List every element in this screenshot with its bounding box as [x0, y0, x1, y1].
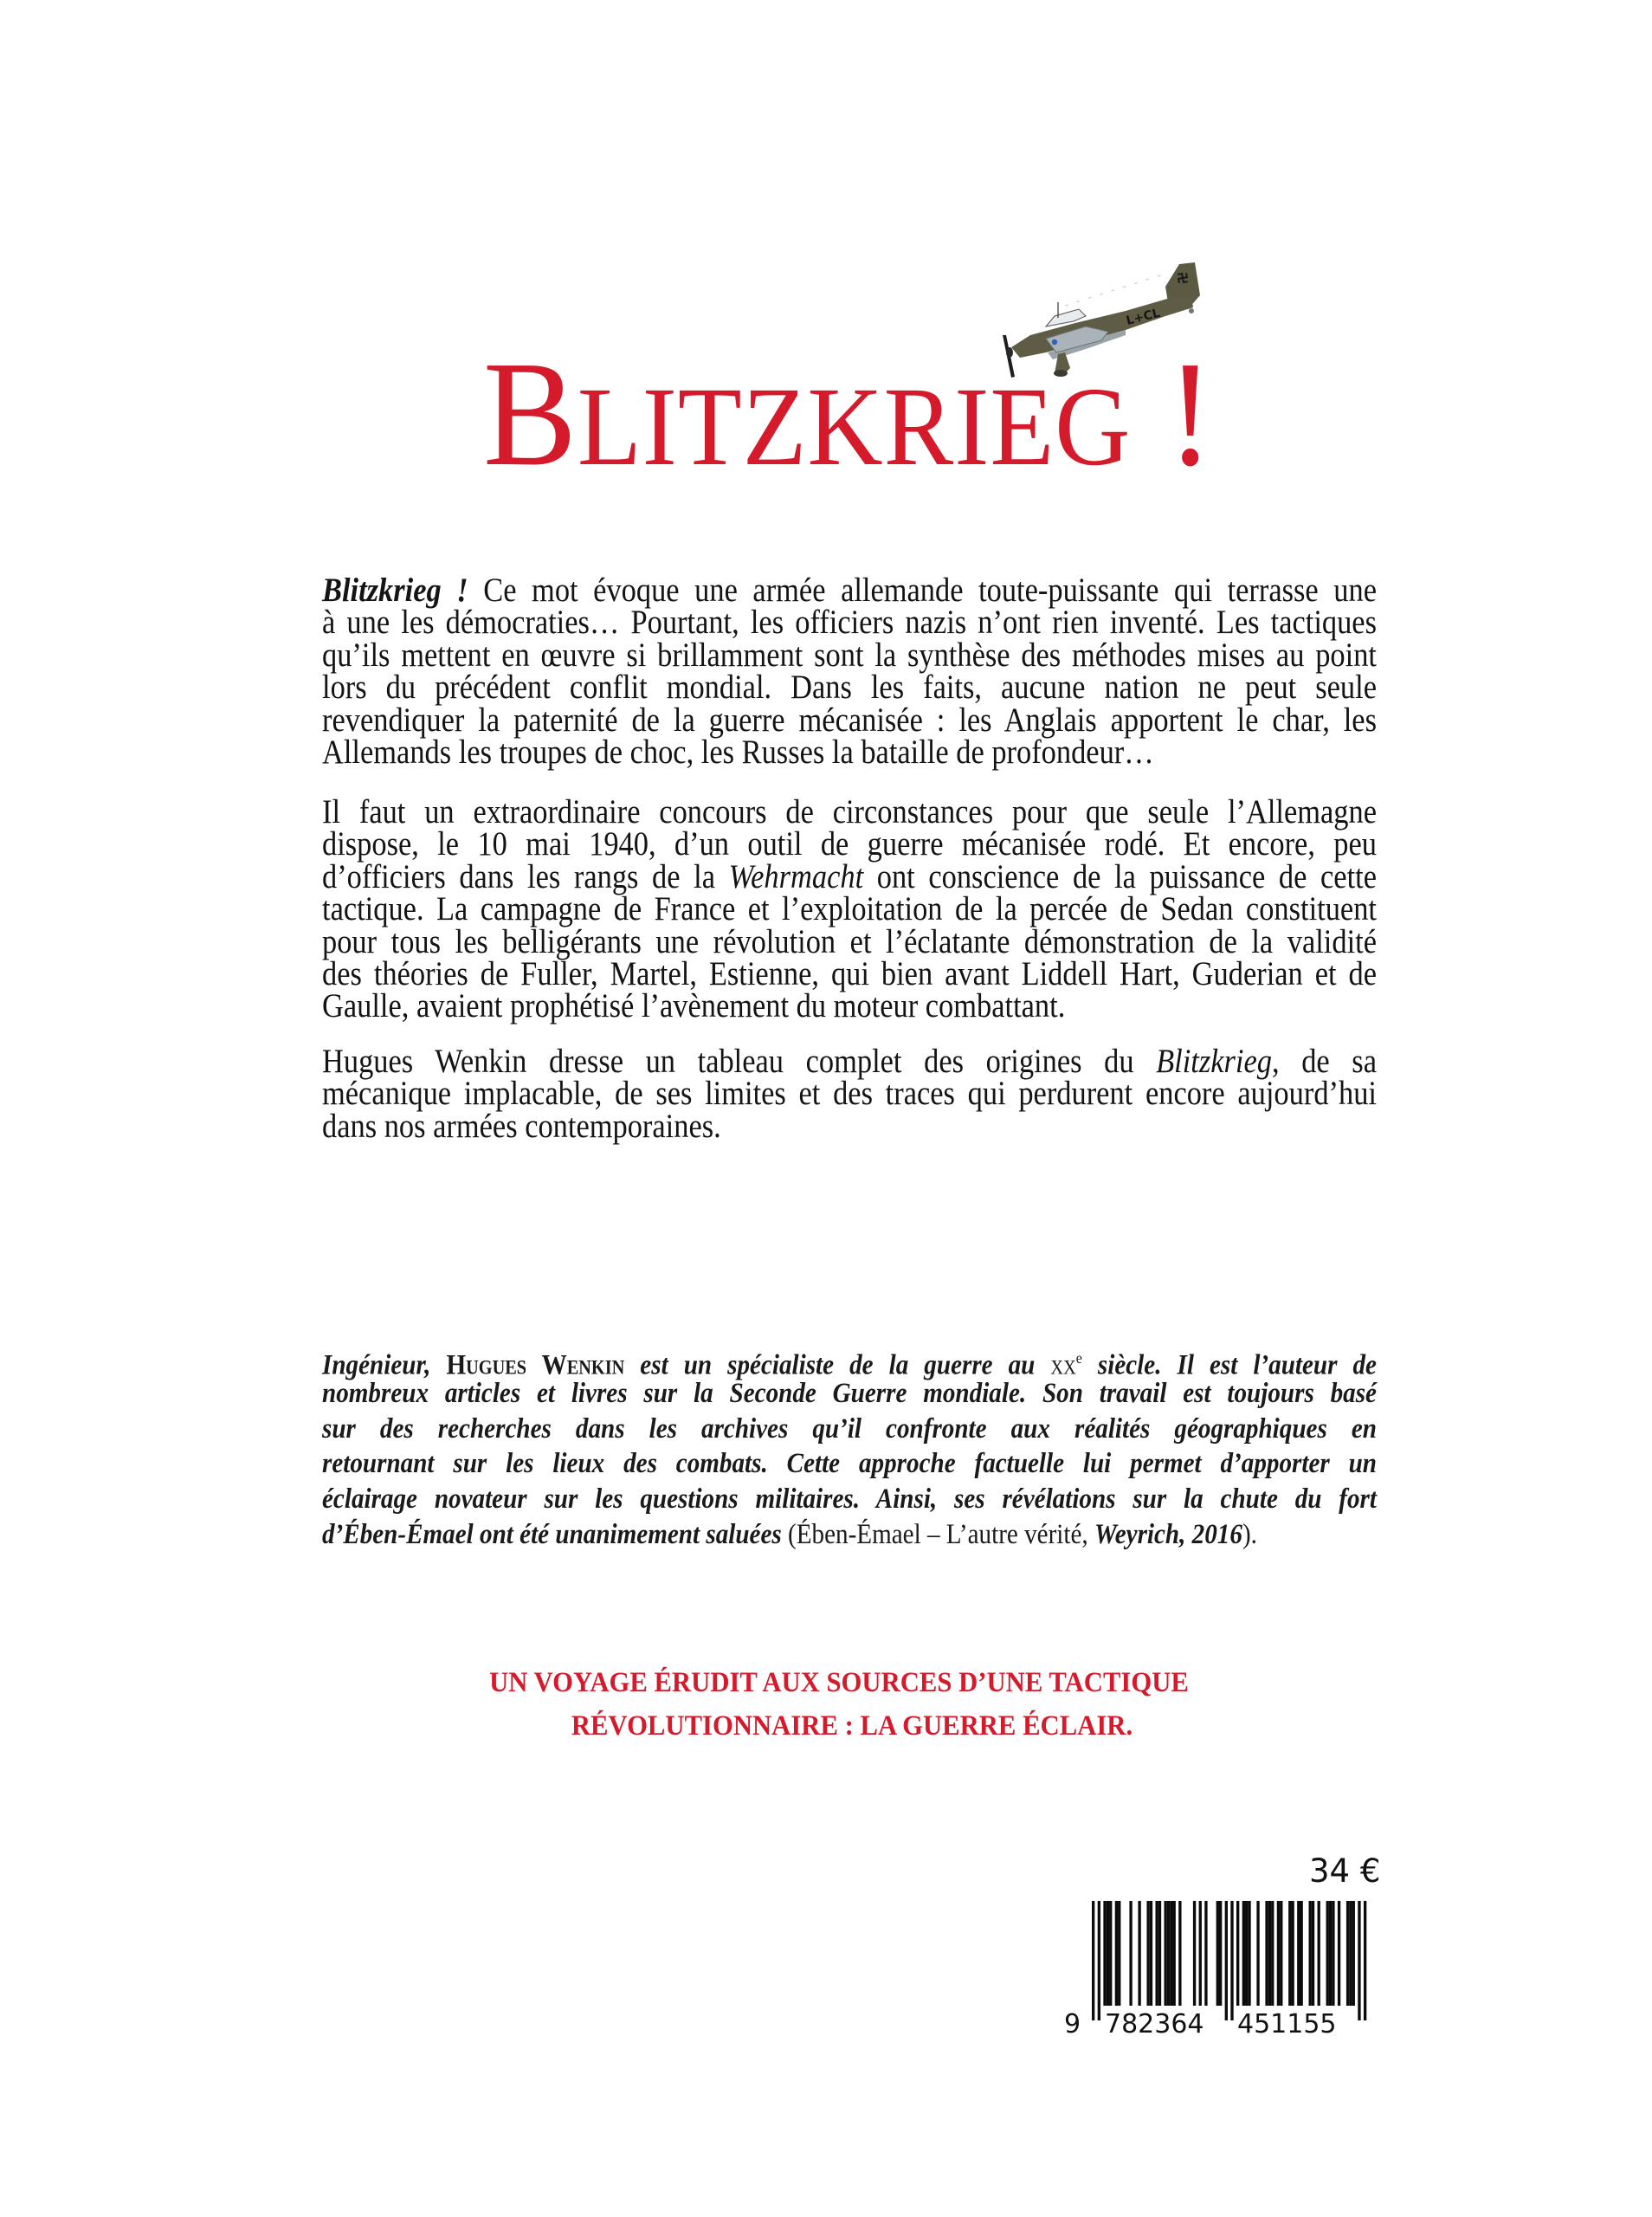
barcode-bar — [1204, 1901, 1207, 2006]
barcode-bar — [1242, 1901, 1245, 2006]
text-line — [322, 1107, 1377, 1145]
barcode-guard-bar — [1098, 1901, 1100, 2020]
text-segment: Ce mot évoque une armée allemande toute-puissante qui terrasse une — [468, 572, 1377, 609]
tagline-line-1: UN VOYAGE ÉRUDIT AUX SOURCES D’UNE TACTIQUE — [489, 1667, 1189, 1698]
text-line — [322, 1376, 1377, 1412]
text-segment: Wehrmacht — [728, 857, 864, 895]
text-segment: nombreux articles et livres sur la Seconde Guerre mondiale. Son travail est toujours basé — [322, 1377, 1377, 1409]
text-segment: Hugues Wenkin — [446, 1349, 625, 1381]
text-segment: Weyrich, 2016 — [1094, 1518, 1242, 1550]
barcode-bar — [1165, 1901, 1167, 2006]
text-segment: qu’ils mettent en œuvre si brillamment sont la synthèse des méthodes mises au point — [322, 636, 1377, 674]
barcode-bar — [1280, 1901, 1282, 2006]
tagline — [0, 1661, 1652, 1748]
text-segment: sur des recherches dans les archives qu’il confronte aux réalités géographiques en — [322, 1412, 1377, 1445]
barcode-bar — [1178, 1901, 1181, 2006]
barcode-guard-bar — [1364, 1901, 1366, 2020]
barcode-bar — [1245, 1901, 1248, 2006]
text-segment: dans nos armées contemporaines. — [322, 1107, 721, 1145]
text-segment: d’Ében-Émael ont été unanimement saluées — [322, 1518, 789, 1550]
text-segment: pour tous les belligérants une révolution et l’éclatante démonstration de la validité — [322, 922, 1377, 960]
tail-marking — [1178, 273, 1188, 283]
barcode-bar — [1309, 1901, 1312, 2006]
text-segment: mécanique implacable, de ses limites et des traces qui perdurent encore aujourd’hui — [322, 1075, 1377, 1113]
paragraph-context — [322, 793, 1377, 1025]
barcode-digit-first: 9 — [1064, 2009, 1081, 2039]
text-segment: dispose, le 10 mai 1940, d’un outil de guerre mécanisée rodé. Et encore, peu — [322, 825, 1377, 863]
title-exclamation: ! — [1131, 330, 1215, 497]
text-line — [322, 1075, 1377, 1113]
barcode-bar — [1236, 1901, 1239, 2006]
price-label: 34 € — [1309, 1852, 1381, 1890]
barcode-bar — [1277, 1901, 1280, 2006]
text-segment: , de sa — [1271, 1043, 1377, 1080]
barcode-bar — [1297, 1901, 1300, 2006]
barcode-digits-right: 451155 — [1237, 2009, 1337, 2039]
barcode-bar — [1256, 1901, 1259, 2006]
barcode-bar — [1216, 1901, 1219, 2006]
text-line — [322, 825, 1377, 863]
text-line — [322, 733, 1377, 771]
text-line — [322, 954, 1377, 992]
paragraph-author-summary — [322, 1043, 1377, 1145]
text-line — [322, 572, 1377, 609]
text-segment: e — [1075, 1349, 1082, 1367]
text-line — [322, 1412, 1377, 1447]
text-segment: à une les démocraties… Pourtant, les officiers nazis n’ont rien inventé. Les tactiques — [322, 604, 1377, 642]
barcode-bar — [1326, 1901, 1329, 2006]
barcode-bar — [1248, 1901, 1250, 2006]
text-segment: est un spécialiste de la guerre au — [624, 1349, 1051, 1381]
barcode-bar — [1146, 1901, 1149, 2006]
barcode-bar — [1352, 1901, 1355, 2006]
text-segment: tactique. La campagne de France et l’exploitation de la percée de Sedan constituent — [322, 890, 1377, 928]
barcode-bar — [1138, 1901, 1140, 2006]
text-line — [322, 922, 1377, 960]
text-line — [322, 1341, 1377, 1381]
text-segment: lors du précédent conflit mondial. Dans les faits, aucune nation ne peut seule — [322, 669, 1377, 707]
barcode-bar — [1115, 1901, 1118, 2006]
barcode-bar — [1300, 1901, 1302, 2006]
text-line — [322, 1517, 1377, 1553]
barcode-guard-bar — [1230, 1901, 1233, 2020]
barcode-bar — [1349, 1901, 1352, 2006]
text-segment: siècle. Il est l’auteur de — [1081, 1349, 1377, 1381]
text-segment: des théories de Fuller, Martel, Estienne, qui bien avant Liddell Hart, Guderian et de — [322, 954, 1377, 992]
text-segment: Allemands les troupes de choc, les Russes la bataille de profondeur… — [322, 733, 1154, 771]
barcode-bar — [1271, 1901, 1274, 2006]
text-line — [322, 857, 1377, 895]
text-line — [322, 604, 1377, 642]
text-line — [322, 987, 1377, 1025]
text-line — [322, 636, 1377, 674]
barcode-digits-left: 782364 — [1105, 2009, 1204, 2039]
barcode-bar — [1199, 1901, 1202, 2006]
barcode-guard-bar — [1225, 1901, 1228, 2020]
author-bio — [322, 1341, 1377, 1553]
barcode-bar — [1167, 1901, 1170, 2006]
barcode-bar — [1346, 1901, 1349, 2006]
barcode-bar — [1107, 1901, 1109, 2006]
text-segment: revendiquer la paternité de la guerre mécanisée : les Anglais apportent le char, les — [322, 701, 1377, 739]
barcode-bar — [1219, 1901, 1222, 2006]
barcode-bar — [1103, 1901, 1106, 2006]
text-line — [322, 1446, 1377, 1482]
text-segment: xx — [1050, 1349, 1076, 1381]
text-segment: ). — [1242, 1518, 1257, 1550]
barcode-bar — [1318, 1901, 1320, 2006]
motion-streaks — [1065, 273, 1169, 306]
barcode-bar — [1129, 1901, 1132, 2006]
title-rest: LITZKRIEG — [577, 365, 1132, 489]
text-segment: Ingénieur, — [322, 1349, 447, 1381]
barcode-bar — [1158, 1901, 1161, 2006]
text-segment: (Ében-Émael – L’autre vérité, — [788, 1518, 1094, 1550]
barcode-bar — [1291, 1901, 1294, 2006]
text-segment: d’officiers dans les rangs de la — [322, 857, 729, 895]
barcode-bar — [1170, 1901, 1172, 2006]
text-segment: éclairage novateur sur les questions militaires. Ainsi, ses révélations sur la chute du fort — [322, 1483, 1377, 1516]
barcode-bar — [1155, 1901, 1158, 2006]
barcode-bar — [1118, 1901, 1120, 2006]
text-segment: Blitzkrieg ! — [322, 572, 468, 609]
text-line — [322, 701, 1377, 739]
paragraph-intro — [322, 572, 1377, 771]
barcode-bar — [1338, 1901, 1340, 2006]
barcode-bar — [1265, 1901, 1268, 2006]
text-segment: Hugues Wenkin dresse un tableau complet des origines du — [322, 1043, 1157, 1080]
text-segment: Il faut un extraordinaire concours de circonstances pour que seule l’Allemagne — [322, 793, 1377, 831]
barcode-bar — [1193, 1901, 1196, 2006]
barcode-icon — [1062, 1901, 1373, 2039]
text-line — [322, 793, 1377, 831]
barcode-guard-bar — [1358, 1901, 1360, 2020]
barcode-bar — [1332, 1901, 1334, 2006]
text-line — [322, 1482, 1377, 1517]
text-line — [322, 890, 1377, 928]
barcode-guard-bar — [1092, 1901, 1094, 2020]
text-segment: Blitzkrieg — [1156, 1043, 1272, 1080]
barcode-bar — [1150, 1901, 1152, 2006]
text-segment: retournant sur les lieux des combats. Cette approche factuelle lui permet d’apporter un — [322, 1448, 1377, 1480]
text-segment: Gaulle, avaient prophétisé l’avènement du moteur combattant. — [322, 987, 1066, 1025]
tagline-line-2: RÉVOLUTIONNAIRE : LA GUERRE ÉCLAIR. — [571, 1710, 1133, 1742]
text-line — [322, 1043, 1377, 1080]
barcode-bar — [1312, 1901, 1314, 2006]
isbn-barcode — [1062, 1901, 1373, 2039]
book-title — [483, 327, 1215, 514]
fuselage-code: L+CL — [1125, 306, 1162, 328]
barcode-bar — [1268, 1901, 1271, 2006]
text-segment: ont conscience de la puissance de cette — [863, 857, 1377, 895]
barcode-bar — [1173, 1901, 1176, 2006]
title-initial: B — [483, 330, 578, 497]
barcode-bar — [1109, 1901, 1112, 2006]
barcode-bar — [1288, 1901, 1291, 2006]
barcode-bar — [1329, 1901, 1332, 2006]
text-line — [322, 669, 1377, 707]
